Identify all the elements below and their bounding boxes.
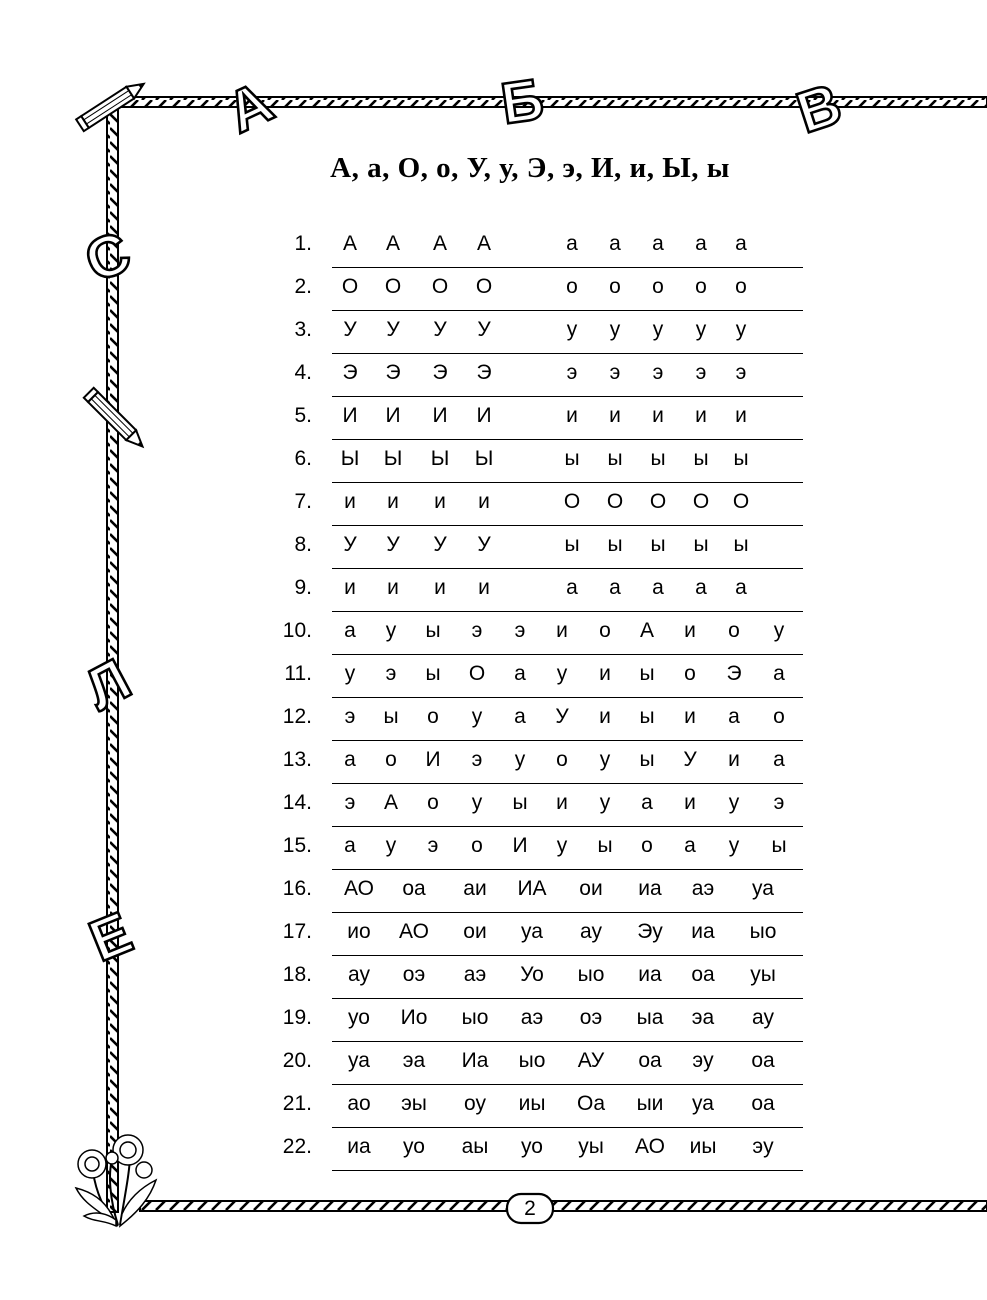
exercise-row — [270, 784, 803, 827]
letter-token: а — [735, 576, 747, 599]
letter-token: э — [385, 662, 397, 685]
letter-token: АУ — [577, 1049, 605, 1072]
letter-token: а — [514, 662, 526, 685]
letter-token: ы — [733, 533, 749, 556]
letter-token: о — [641, 834, 653, 857]
letter-token: а — [566, 232, 578, 255]
exercise-row — [270, 397, 803, 440]
row-number: 13. — [282, 748, 312, 771]
letter-token: и — [387, 490, 399, 513]
letter-token: а — [695, 232, 707, 255]
letter-token: и — [695, 404, 707, 427]
letter-token: оу — [464, 1092, 486, 1115]
letter-token: у — [556, 662, 568, 685]
row-number: 17. — [282, 920, 312, 943]
exercise-row — [270, 526, 803, 569]
letter-token: уо — [348, 1006, 370, 1029]
letter-token: иы — [518, 1092, 546, 1115]
letter-token: о — [728, 619, 740, 642]
page-title: А, а, О, о, У, у, Э, э, И, и, Ы, ы — [330, 152, 730, 184]
letter-token: а — [641, 791, 653, 814]
letter-token: ы — [425, 662, 441, 685]
letter-token: У — [433, 533, 447, 556]
letter-token: ои — [579, 877, 603, 900]
letter-token: уа — [692, 1092, 714, 1115]
letter-token: у — [735, 318, 747, 341]
letter-token: Эу — [637, 920, 663, 943]
letter-token: о — [556, 748, 568, 771]
letter-token: о — [735, 275, 747, 298]
letter-token: эа — [402, 1049, 426, 1072]
row-number: 15. — [282, 834, 312, 857]
exercise-row — [270, 870, 803, 913]
letter-token: о — [385, 748, 397, 771]
letter-token: Ио — [400, 1006, 428, 1029]
letter-token: э — [344, 705, 356, 728]
row-number: 6. — [294, 447, 312, 470]
letter-token: и — [684, 705, 696, 728]
letter-token: а — [344, 619, 356, 642]
letter-token: у — [773, 619, 785, 642]
letter-token: и — [478, 490, 490, 513]
letter-token: ау — [580, 920, 602, 943]
row-number: 22. — [282, 1135, 312, 1158]
row-number: 1. — [294, 232, 312, 255]
letter-token: У — [555, 705, 569, 728]
letter-token: ы — [512, 791, 528, 814]
decor-letter-be: Б — [497, 66, 548, 137]
decor-letter-es: С — [76, 218, 140, 295]
letter-token: И — [432, 404, 448, 427]
exercise-row — [270, 311, 803, 354]
letter-token: У — [343, 318, 357, 341]
letter-token: а — [652, 576, 664, 599]
letter-token: и — [344, 576, 356, 599]
letter-token: Э — [342, 361, 358, 384]
letter-token: ы — [771, 834, 787, 857]
letter-token: Э — [432, 361, 448, 384]
letter-token: ы — [607, 533, 623, 556]
letter-token: и — [599, 705, 611, 728]
letter-token: э — [471, 748, 483, 771]
letter-token: ы — [639, 705, 655, 728]
letter-token: О — [692, 490, 710, 513]
letter-token: И — [476, 404, 492, 427]
letter-token: э — [427, 834, 439, 857]
letter-token: О — [649, 490, 667, 513]
letter-token: уо — [403, 1135, 425, 1158]
row-number: 19. — [282, 1006, 312, 1029]
exercise-row — [270, 225, 803, 268]
letter-token: О — [468, 662, 486, 685]
exercise-row — [270, 956, 803, 999]
decor-letter-a: А — [217, 69, 283, 146]
letter-token: О — [384, 275, 402, 298]
letter-token: Э — [726, 662, 742, 685]
letter-token: о — [773, 705, 785, 728]
letter-token: и — [344, 490, 356, 513]
letter-token: ы — [733, 447, 749, 470]
letter-token: Ы — [340, 447, 360, 470]
letter-token: эу — [752, 1135, 774, 1158]
letter-token: уа — [752, 877, 774, 900]
decor-letter-el: Л — [74, 646, 142, 724]
letter-token: ыа — [636, 1006, 664, 1029]
letter-token: у — [344, 662, 356, 685]
letter-token: о — [609, 275, 621, 298]
exercise-row — [270, 569, 803, 612]
letter-token: О — [563, 490, 581, 513]
letter-token: оа — [638, 1049, 662, 1072]
letter-token: ы — [383, 705, 399, 728]
letter-token: э — [773, 791, 785, 814]
decor-letter-ie: Е — [80, 899, 141, 975]
letter-token: аи — [463, 877, 487, 900]
letter-token: а — [773, 748, 785, 771]
letter-token: а — [773, 662, 785, 685]
letter-token: ао — [347, 1092, 371, 1115]
letter-token: э — [471, 619, 483, 642]
letter-token: у — [599, 748, 611, 771]
letter-token: о — [652, 275, 664, 298]
letter-token: ыо — [577, 963, 605, 986]
letter-token: у — [566, 318, 578, 341]
letter-token: ыо — [518, 1049, 546, 1072]
exercise-row — [270, 698, 803, 741]
row-number: 12. — [282, 705, 312, 728]
letter-token: ы — [650, 533, 666, 556]
exercise-row — [270, 1128, 803, 1171]
letter-token: иа — [347, 1135, 371, 1158]
row-number: 11. — [284, 662, 312, 685]
letter-token: э — [735, 361, 747, 384]
letter-token: А — [476, 232, 492, 255]
letter-token: эу — [692, 1049, 714, 1072]
letter-token: оа — [751, 1092, 775, 1115]
letter-token: ы — [650, 447, 666, 470]
letter-token: а — [514, 705, 526, 728]
letter-token: у — [652, 318, 664, 341]
letter-token: ыо — [749, 920, 777, 943]
letter-token: а — [609, 232, 621, 255]
exercise-row — [270, 741, 803, 784]
row-number: 4. — [294, 361, 312, 384]
letter-token: ау — [348, 963, 370, 986]
letter-token: и — [684, 791, 696, 814]
letter-token: ыи — [636, 1092, 664, 1115]
letter-token: Э — [385, 361, 401, 384]
letter-token: аэ — [463, 963, 487, 986]
letter-token: и — [609, 404, 621, 427]
letter-token: а — [728, 705, 740, 728]
letter-token: Оа — [576, 1092, 606, 1115]
exercise-row — [270, 999, 803, 1042]
letter-token: у — [728, 834, 740, 857]
row-number: 8. — [294, 533, 312, 556]
letter-token: ы — [564, 447, 580, 470]
letter-token: иы — [689, 1135, 717, 1158]
letter-token: аэ — [520, 1006, 544, 1029]
letter-token: ои — [463, 920, 487, 943]
row-number: 14. — [282, 791, 312, 814]
letter-token: О — [475, 275, 493, 298]
letter-token: э — [609, 361, 621, 384]
letter-token: о — [599, 619, 611, 642]
exercise-row — [270, 1042, 803, 1085]
letter-token: и — [735, 404, 747, 427]
letter-token: у — [514, 748, 526, 771]
letter-token: оа — [691, 963, 715, 986]
letter-token: эы — [401, 1092, 427, 1115]
letter-token: И — [342, 404, 358, 427]
exercise-row — [270, 440, 803, 483]
row-number: 3. — [294, 318, 312, 341]
letter-token: у — [609, 318, 621, 341]
letter-token: и — [434, 576, 446, 599]
letter-token: иа — [638, 877, 662, 900]
exercise-row — [270, 268, 803, 311]
letter-token: ы — [425, 619, 441, 642]
letter-token: уы — [578, 1135, 604, 1158]
letter-token: а — [735, 232, 747, 255]
exercise-row — [270, 354, 803, 397]
letter-token: Ы — [474, 447, 494, 470]
letter-token: а — [566, 576, 578, 599]
letter-token: уа — [348, 1049, 370, 1072]
letter-token: уа — [521, 920, 543, 943]
letter-token: у — [556, 834, 568, 857]
letter-token: оа — [751, 1049, 775, 1072]
letter-token: У — [433, 318, 447, 341]
decor-letter-ve: В — [789, 71, 849, 146]
letter-token: и — [599, 662, 611, 685]
letter-token: аы — [461, 1135, 489, 1158]
letter-token: А — [432, 232, 448, 255]
letter-token: иа — [691, 920, 715, 943]
letter-token: и — [478, 576, 490, 599]
letter-token: А — [639, 619, 655, 642]
letter-token: и — [387, 576, 399, 599]
writing-line — [332, 1170, 803, 1171]
letter-token: О — [341, 275, 359, 298]
letter-token: АО — [635, 1135, 665, 1158]
letter-token: О — [606, 490, 624, 513]
letter-token: а — [344, 834, 356, 857]
letter-token: Э — [476, 361, 492, 384]
letter-token: У — [343, 533, 357, 556]
letter-token: а — [695, 576, 707, 599]
letter-token: У — [477, 318, 491, 341]
row-number: 16. — [282, 877, 312, 900]
letter-token: о — [471, 834, 483, 857]
letter-token: ы — [639, 662, 655, 685]
letter-token: уо — [521, 1135, 543, 1158]
letter-token: а — [652, 232, 664, 255]
letter-token: и — [556, 619, 568, 642]
letter-token: ы — [597, 834, 613, 857]
exercise-row — [270, 913, 803, 956]
row-number: 2. — [294, 275, 312, 298]
letter-token: и — [684, 619, 696, 642]
row-number: 20. — [282, 1049, 312, 1072]
letter-token: АО — [344, 877, 374, 900]
letter-token: Ы — [430, 447, 450, 470]
letter-token: А — [342, 232, 358, 255]
page-number: 2 — [524, 1197, 536, 1220]
letter-token: И — [425, 748, 441, 771]
exercise-row — [270, 655, 803, 698]
letter-token: эа — [691, 1006, 715, 1029]
row-number: 9. — [294, 576, 312, 599]
letter-token: оэ — [402, 963, 426, 986]
row-number: 18. — [282, 963, 312, 986]
letter-token: о — [566, 275, 578, 298]
letter-token: оа — [402, 877, 426, 900]
letter-token: и — [566, 404, 578, 427]
letter-token: ы — [564, 533, 580, 556]
letter-token: а — [684, 834, 696, 857]
exercise-row — [270, 612, 803, 655]
letter-token: о — [427, 705, 439, 728]
letter-token: ы — [693, 533, 709, 556]
letter-token: ы — [693, 447, 709, 470]
row-number: 7. — [294, 490, 312, 513]
letter-token: а — [344, 748, 356, 771]
letter-token: иа — [638, 963, 662, 986]
bottom-rope — [140, 1201, 987, 1211]
letter-token: У — [386, 318, 400, 341]
letter-token: у — [471, 791, 483, 814]
letter-token: а — [609, 576, 621, 599]
letter-token: аэ — [691, 877, 715, 900]
letter-token: И — [385, 404, 401, 427]
letter-token: У — [683, 748, 697, 771]
letter-token: ыо — [461, 1006, 489, 1029]
letter-token: уы — [750, 963, 776, 986]
letter-token: А — [385, 232, 401, 255]
letter-token: АО — [399, 920, 429, 943]
letter-token: О — [431, 275, 449, 298]
letter-token: о — [427, 791, 439, 814]
letter-token: у — [385, 834, 397, 857]
row-number: 5. — [294, 404, 312, 427]
letter-token: У — [477, 533, 491, 556]
letter-token: оэ — [579, 1006, 603, 1029]
letter-token: э — [652, 361, 664, 384]
letter-token: и — [728, 748, 740, 771]
letter-token: и — [434, 490, 446, 513]
letter-token: ИА — [517, 877, 547, 900]
letter-token: у — [695, 318, 707, 341]
exercise-row — [270, 1085, 803, 1128]
letter-token: у — [471, 705, 483, 728]
letter-token: э — [695, 361, 707, 384]
letter-token: э — [514, 619, 526, 642]
exercise-row — [270, 483, 803, 526]
letter-token: о — [695, 275, 707, 298]
letter-token: Иа — [461, 1049, 489, 1072]
letter-token: О — [732, 490, 750, 513]
letter-token: э — [344, 791, 356, 814]
letter-token: и — [652, 404, 664, 427]
row-number: 21. — [282, 1092, 312, 1115]
letter-token: ы — [639, 748, 655, 771]
letter-token: У — [386, 533, 400, 556]
letter-token: у — [599, 791, 611, 814]
letter-token: ау — [752, 1006, 774, 1029]
letter-token: э — [566, 361, 578, 384]
letter-token: ы — [607, 447, 623, 470]
letter-token: ио — [347, 920, 371, 943]
letter-token: у — [385, 619, 397, 642]
letter-token: А — [383, 791, 399, 814]
letter-token: И — [512, 834, 528, 857]
letter-token: Ы — [383, 447, 403, 470]
letter-token: у — [728, 791, 740, 814]
row-number: 10. — [282, 619, 312, 642]
letter-token: о — [684, 662, 696, 685]
letter-token: Уо — [520, 963, 544, 986]
letter-token: и — [556, 791, 568, 814]
exercise-row — [270, 827, 803, 870]
